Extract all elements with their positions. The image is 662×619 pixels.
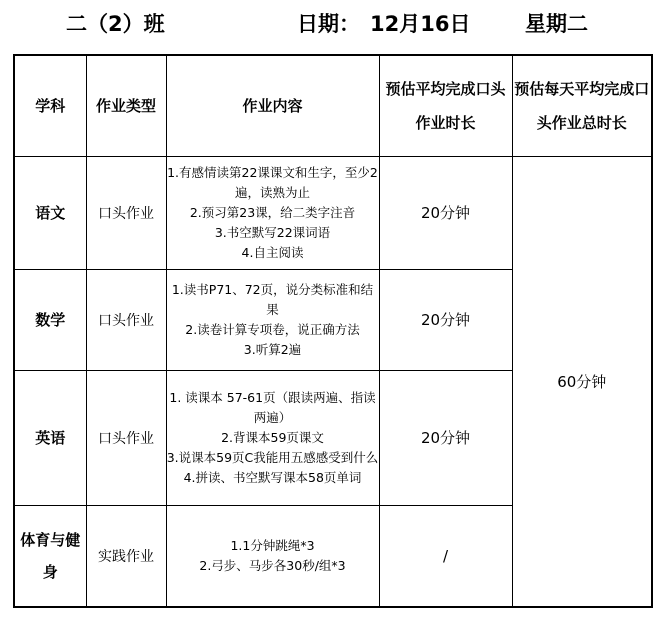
- duration-cell: 20分钟: [379, 370, 512, 505]
- content-item: 4.自主阅读: [241, 244, 304, 260]
- content-item: 3.书空默写22课词语: [214, 224, 331, 240]
- type-cell: 实践作业: [86, 505, 166, 607]
- header-avg-time: 预估平均完成口头作业时长: [379, 55, 512, 156]
- content-cell: [166, 269, 379, 370]
- content-item: 2.弓步、马步各30秒/组*3: [199, 557, 346, 573]
- content-item: 3.说课本59页C我能用五感感受到什么: [166, 449, 379, 465]
- date-label: 日期：: [297, 12, 360, 36]
- table-header-row: [14, 55, 652, 156]
- content-item: 3.听算2遍: [243, 341, 302, 357]
- subject-cell: 语文: [14, 156, 86, 269]
- content-item: 4.拼读、书空默写课本58页单词: [183, 469, 362, 485]
- header-content: 作业内容: [166, 55, 379, 156]
- content-item: 1.有感情读第22课课文和生字，至少2遍，读熟为止: [167, 164, 378, 200]
- content-cell: [166, 156, 379, 269]
- homework-table: [13, 54, 653, 608]
- content-item: 2.读卷计算专项卷，说正确方法: [185, 321, 360, 337]
- weekday: 星期二: [525, 12, 588, 36]
- subject-cell: 数学: [14, 269, 86, 370]
- duration-cell: 20分钟: [379, 156, 512, 269]
- content-cell: [166, 505, 379, 607]
- content-item: 1.读书P71、72页，说分类标准和结果: [171, 281, 374, 317]
- header-subject: 学科: [14, 55, 86, 156]
- page-header: [0, 8, 662, 38]
- header-type: 作业类型: [86, 55, 166, 156]
- table-row: [14, 156, 652, 269]
- content-item: 2.背课本59页课文: [221, 429, 324, 445]
- daily-total-cell: 60分钟: [512, 156, 652, 607]
- class-name: 二（2）班: [66, 12, 165, 36]
- subject-cell: 体育与健身: [14, 505, 86, 607]
- duration-cell: 20分钟: [379, 269, 512, 370]
- type-cell: 口头作业: [86, 269, 166, 370]
- content-item: 2.预习第23课，给二类字注音: [189, 204, 356, 220]
- date-value: 12月16日: [370, 12, 471, 36]
- content-cell: [166, 370, 379, 505]
- duration-cell: /: [379, 505, 512, 607]
- type-cell: 口头作业: [86, 156, 166, 269]
- type-cell: 口头作业: [86, 370, 166, 505]
- header-daily-total: 预估每天平均完成口头作业总时长: [512, 55, 652, 156]
- content-item: 1.1分钟跳绳*3: [230, 537, 315, 553]
- content-item: 1. 读课本 57-61页（跟读两遍、指读两遍）: [169, 389, 376, 425]
- subject-cell: 英语: [14, 370, 86, 505]
